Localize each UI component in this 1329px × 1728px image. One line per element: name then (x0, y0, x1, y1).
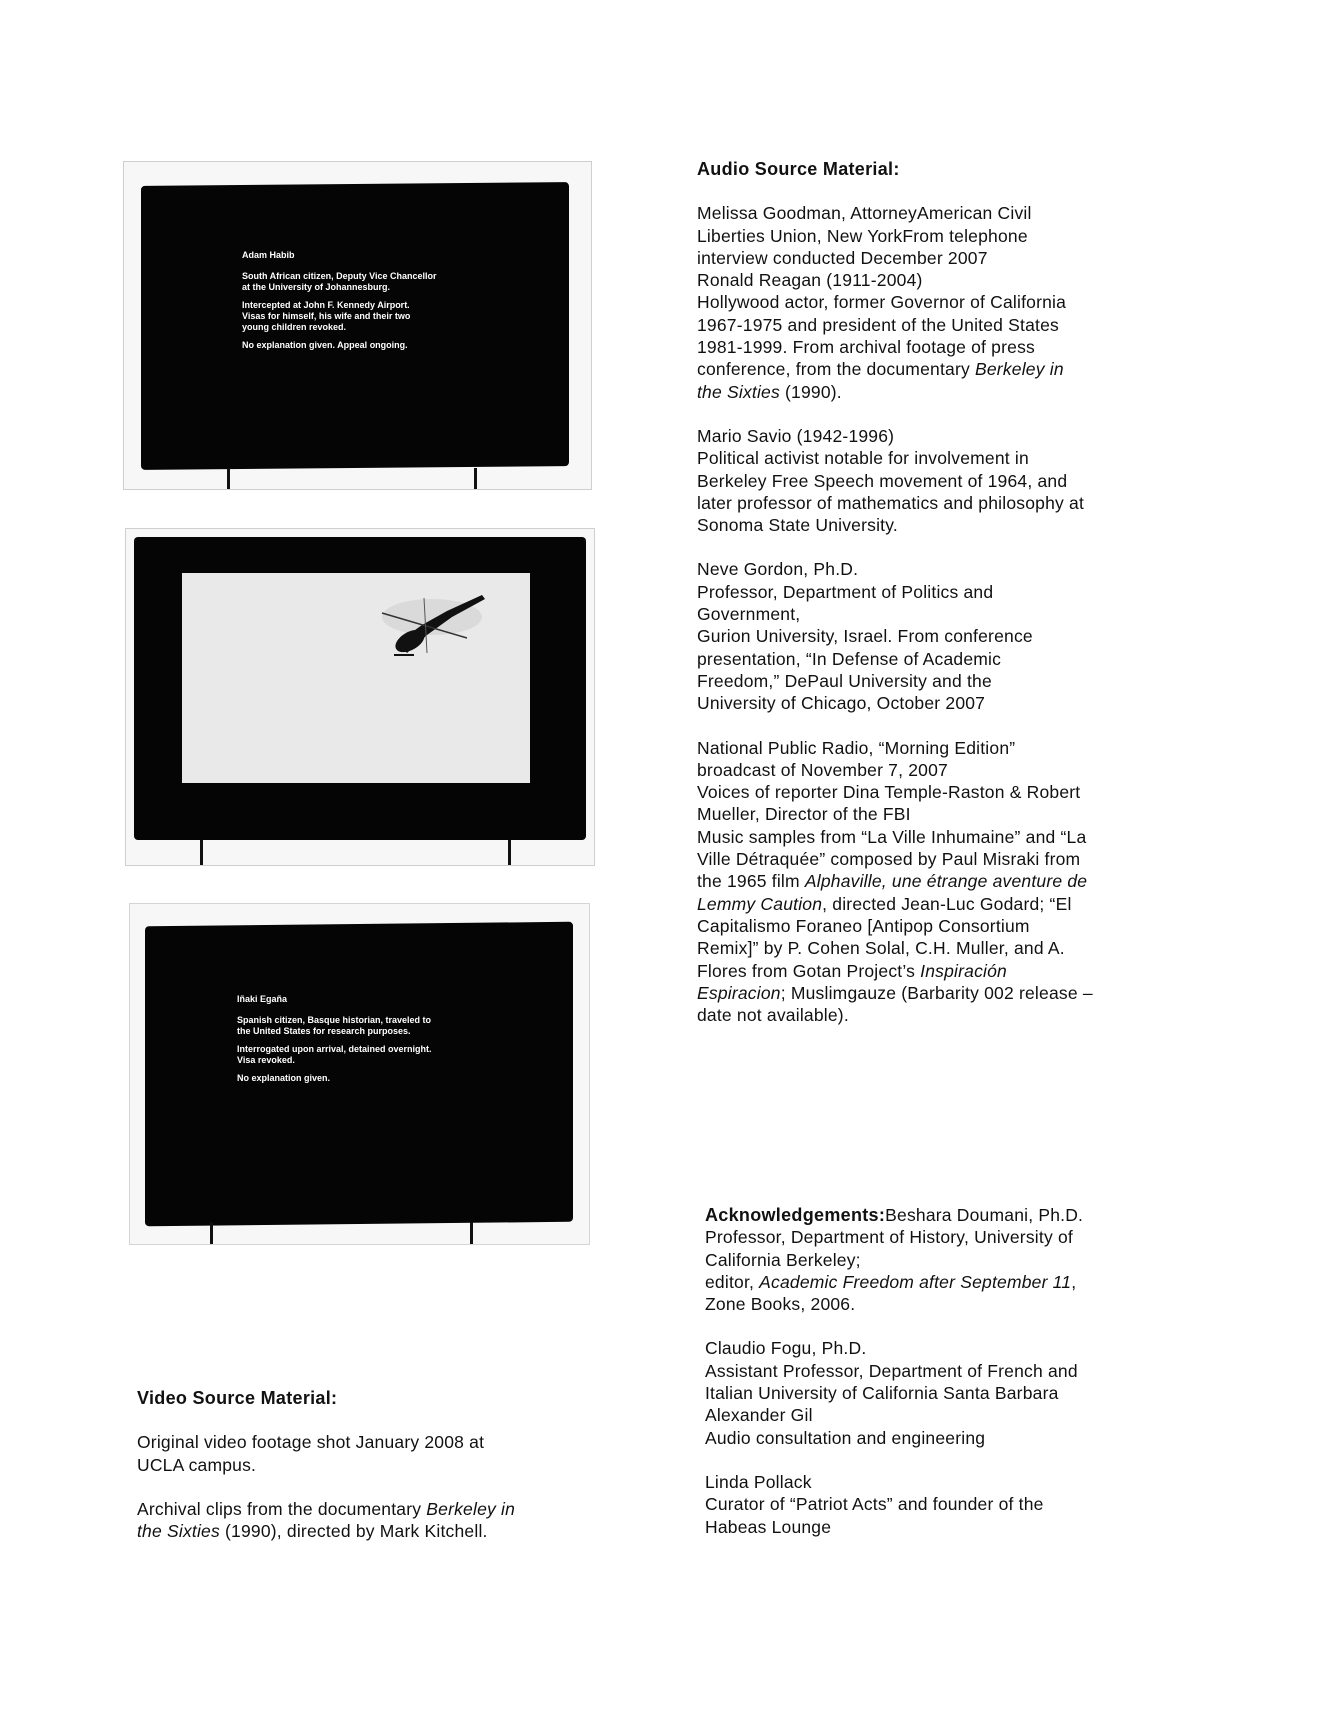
acknowledgements-heading: Acknowledgements: (705, 1205, 886, 1225)
video-heading: Video Source Material: (137, 1388, 338, 1408)
tv-cable (508, 840, 511, 865)
tv-cable (227, 468, 230, 490)
acknowledgements-section: Acknowledgements:Beshara Doumani, Ph.D. Professor, Department of History, University of California Berkeley; editor, Academic Freedom after September 11, Zone Books, 2006. Claudio Fogu, Ph.D. Assistant Professor, Department of French and Italian University of California Santa Barbara Alexander Gil Audio consultation and engineering Linda Pollack Curator of “Patriot Acts” and founder of the Habeas Lounge (705, 1205, 1084, 1537)
photo-inaki-egana-screen (129, 903, 590, 1245)
video-frame-sky (182, 573, 530, 783)
photo-helicopter-screen (125, 528, 595, 866)
tv-cable (210, 1222, 213, 1244)
photo-adam-habib-screen (123, 161, 592, 490)
tv-cable (200, 840, 203, 865)
screen-caption: Adam Habib South African citizen, Deputy Vice Chancellor at the University of Johannesburg. Intercepted at John F. Kennedy Airport. Visas for himself, his wife and their two young children revoked. No explanation given. Appeal ongoing. (242, 250, 437, 350)
helicopter-image (182, 573, 530, 783)
screen-caption: Iñaki Egaña Spanish citizen, Basque historian, traveled to the United States for research purposes. Interrogated upon arrival, detained overnight. Visa revoked. No explanation given. (237, 994, 432, 1083)
video-source-section: Video Source Material: Original video footage shot January 2008 at UCLA campus. Archival clips from the documentary Berkeley in the Sixties (1990), directed by Mark Kitchell. (137, 1387, 617, 1542)
tv-cable (470, 1222, 473, 1244)
audio-source-section: Audio Source Material: Melissa Goodman, AttorneyAmerican Civil Liberties Union, New YorkFrom telephone interview conducted December 2007 Ronald Reagan (1911-2004) Hollywood actor, former Governor of California 1967-1975 and president of the United States 1981-1999. From archival footage of press conference, from the documentary Berkeley in the Sixties (1990). Mario Savio (1942-1996) Political activist notable for involvement in Berkeley Free Speech movement of 1964, and later professor of mathematics and philosophy at Sonoma State University. Neve Gordon, Ph.D. Professor, Department of Politics and Government, Gurion University, Israel. From conference presentation, “In Defense of Academic Freedom,” DePaul University and the University of Chicago, October 2007 National Public Radio, “Morning Edition” broadcast of November 7, 2007 Voices of reporter Dina Temple-Raston & Robert Mueller, Director of the FBI Music samples from “La Ville Inhumaine” and “La Ville Détraquée” composed by Paul Misraki from the 1965 film Alphaville, une étrange aventure de Lemmy Caution, directed Jean-Luc Godard; “El Capitalismo Foraneo [Antipop Consortium Remix]” by P. Cohen Solal, C.H. Muller, and A. Flores from Gotan Project’s Inspiración Espiracion; Muslimgauze (Barbarity 002 release – date not available). (697, 158, 1177, 1026)
audio-heading: Audio Source Material: (697, 159, 900, 179)
tv-cable (474, 468, 477, 490)
